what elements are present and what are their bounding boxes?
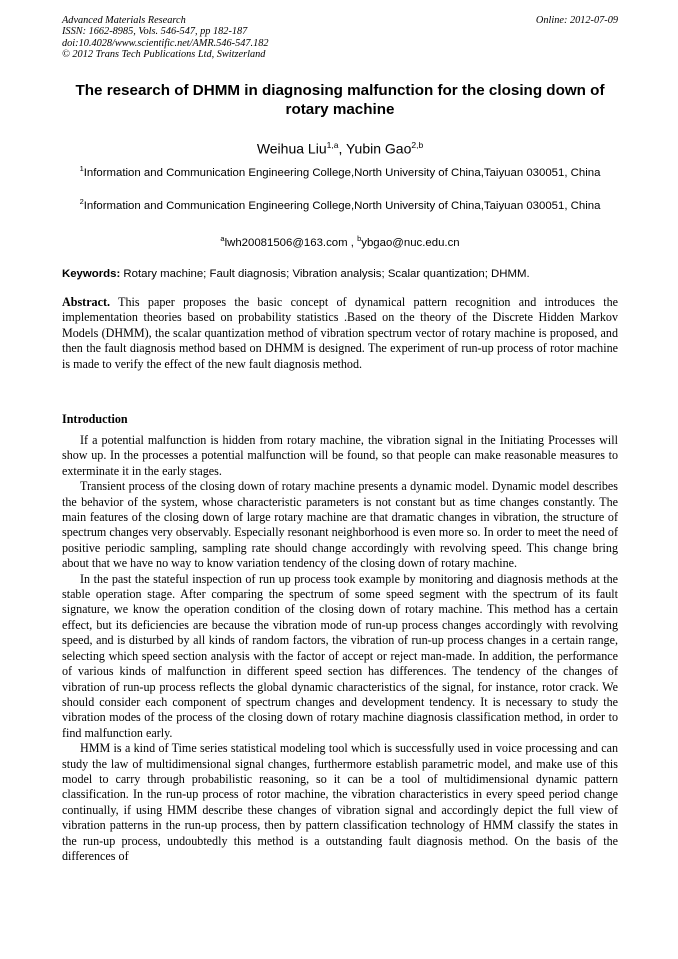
email-address: ybgao@nuc.edu.cn xyxy=(361,236,460,249)
affiliation-1 xyxy=(70,162,610,180)
author-superscript: 2,b xyxy=(411,140,424,150)
email-address: lwh20081506@163.com xyxy=(224,236,348,249)
email-marker: b xyxy=(357,234,362,243)
affiliation-text: Information and Communication Engineering College,North University of China,Taiyuan 030051, China xyxy=(83,199,601,212)
affiliation-2 xyxy=(70,195,610,213)
introduction-body xyxy=(62,433,618,864)
affiliation-marker: 2 xyxy=(79,197,84,206)
keywords xyxy=(62,267,618,281)
email-marker: a xyxy=(220,234,225,243)
body-paragraph: If a potential malfunction is hidden from rotary machine, the vibration signal in the Initiating Processes will show up. In the processes a potential malfunction will be found, so that people can make reasonable measures to exterminate it in the early stages. xyxy=(62,433,618,478)
paper-title: The research of DHMM in diagnosing malfunction for the closing down of rotary machine xyxy=(75,82,605,118)
journal-name: Advanced Materials Research xyxy=(62,15,186,26)
abstract xyxy=(62,295,618,372)
author-line xyxy=(62,136,618,158)
author-name: Weihua Liu xyxy=(256,140,327,157)
affiliation-text: Information and Communication Engineering College,North University of China,Taiyuan 030051, China xyxy=(83,166,601,179)
author-name: Yubin Gao xyxy=(345,140,412,157)
keywords-label: Keywords: xyxy=(62,268,121,280)
body-paragraph: HMM is a kind of Time series statistical modeling tool which is successfully used in voice processing and can study the law of multidimensional signal changes, furthermore establish parametric model, and make use of this model to carry through probabilistic reasoning, so it can be a tool of multidimensional dynamic pattern classification. In the run-up process of rotor machine, the vibration characteristics in every speed period change continually, if using HMM describe these changes of vibration signal and accordingly depict the full view of vibration patterns in the run-up process, then by pattern classification technology of HMM classify the states in the run-up process, undoubtedly this method is a outstanding fault diagnosis method. On the basis of the differences of xyxy=(62,741,618,863)
abstract-label: Abstract. xyxy=(62,295,111,309)
online-date: Online: 2012-07-09 xyxy=(535,15,618,26)
affiliation-marker: 1 xyxy=(79,164,84,173)
journal-issn: ISSN: 1662-8985, Vols. 546-547, pp 182-187 xyxy=(62,26,248,38)
email-line xyxy=(62,232,618,250)
author-separator: , xyxy=(338,140,346,157)
journal-doi: doi:10.4028/www.scientific.net/AMR.546-547.182 xyxy=(62,37,269,49)
journal-copyright: © 2012 Trans Tech Publications Ltd, Switzerland xyxy=(62,49,266,61)
section-heading-introduction: Introduction xyxy=(62,412,128,426)
body-paragraph: In the past the stateful inspection of run up process took example by monitoring and diagnosis methods at the stable operation stage. After comparing the spectrum of some speed segment with the spectrum of its fault signature, we know the operation condition of the closing down of rotary machine. This method has a certain effect, but its deficiencies are because the vibration mode of run-up process changes accordingly with revolving speed, and is disturbed by all kinds of random factors, the vibration of run-up process changes in a certain range, selecting which speed section analysis with the factor of accept or reject man-made. In addition, the performance of various kinds of malfunction in different speed section has differences. The tendency of the changes of vibration of run-up process reflects the global dynamic characteristics of the signal, for instance, rotor crack. We should consider each component of spectrum changes and development tendency. It is necessary to study the vibration modes of the process of the closing down of rotary machine diagnosis classification method, in order to find malfunction early. xyxy=(62,571,618,740)
author-superscript: 1,a xyxy=(326,140,339,150)
email-separator: , xyxy=(347,236,358,249)
abstract-text: This paper proposes the basic concept of dynamical pattern recognition and introduces the implementation theories based on probability statistics .Based on the theory of the Discrete Hidden Markov Models (DHMM), the scalar quantization method of vibration spectrum vector of rotary machine is proposed, and then the fault diagnosis method based on DHMM is designed. The experiment of run-up process of rotor machine is made to verify the effect of the new fault diagnosis method. xyxy=(62,295,618,371)
body-paragraph: Transient process of the closing down of rotary machine presents a dynamic model. Dynamic model describes the behavior of the system, whose characteristic parameters is not constant but as time changes constantly. The main features of the closing down of large rotary machine are that dramatic changes in vibration, the structure of spectrum changes very observably. Especially resonant neighborhood is even more so. In order to meet the need of positive periodic sampling, sampling rate should change accordingly with revolving speed. This change bring about that we have no way to know variation tendency of the closing down of rotary machine. xyxy=(62,479,618,571)
journal-header xyxy=(62,15,618,61)
keywords-text: Rotary machine; Fault diagnosis; Vibration analysis; Scalar quantization; DHMM. xyxy=(120,268,530,280)
